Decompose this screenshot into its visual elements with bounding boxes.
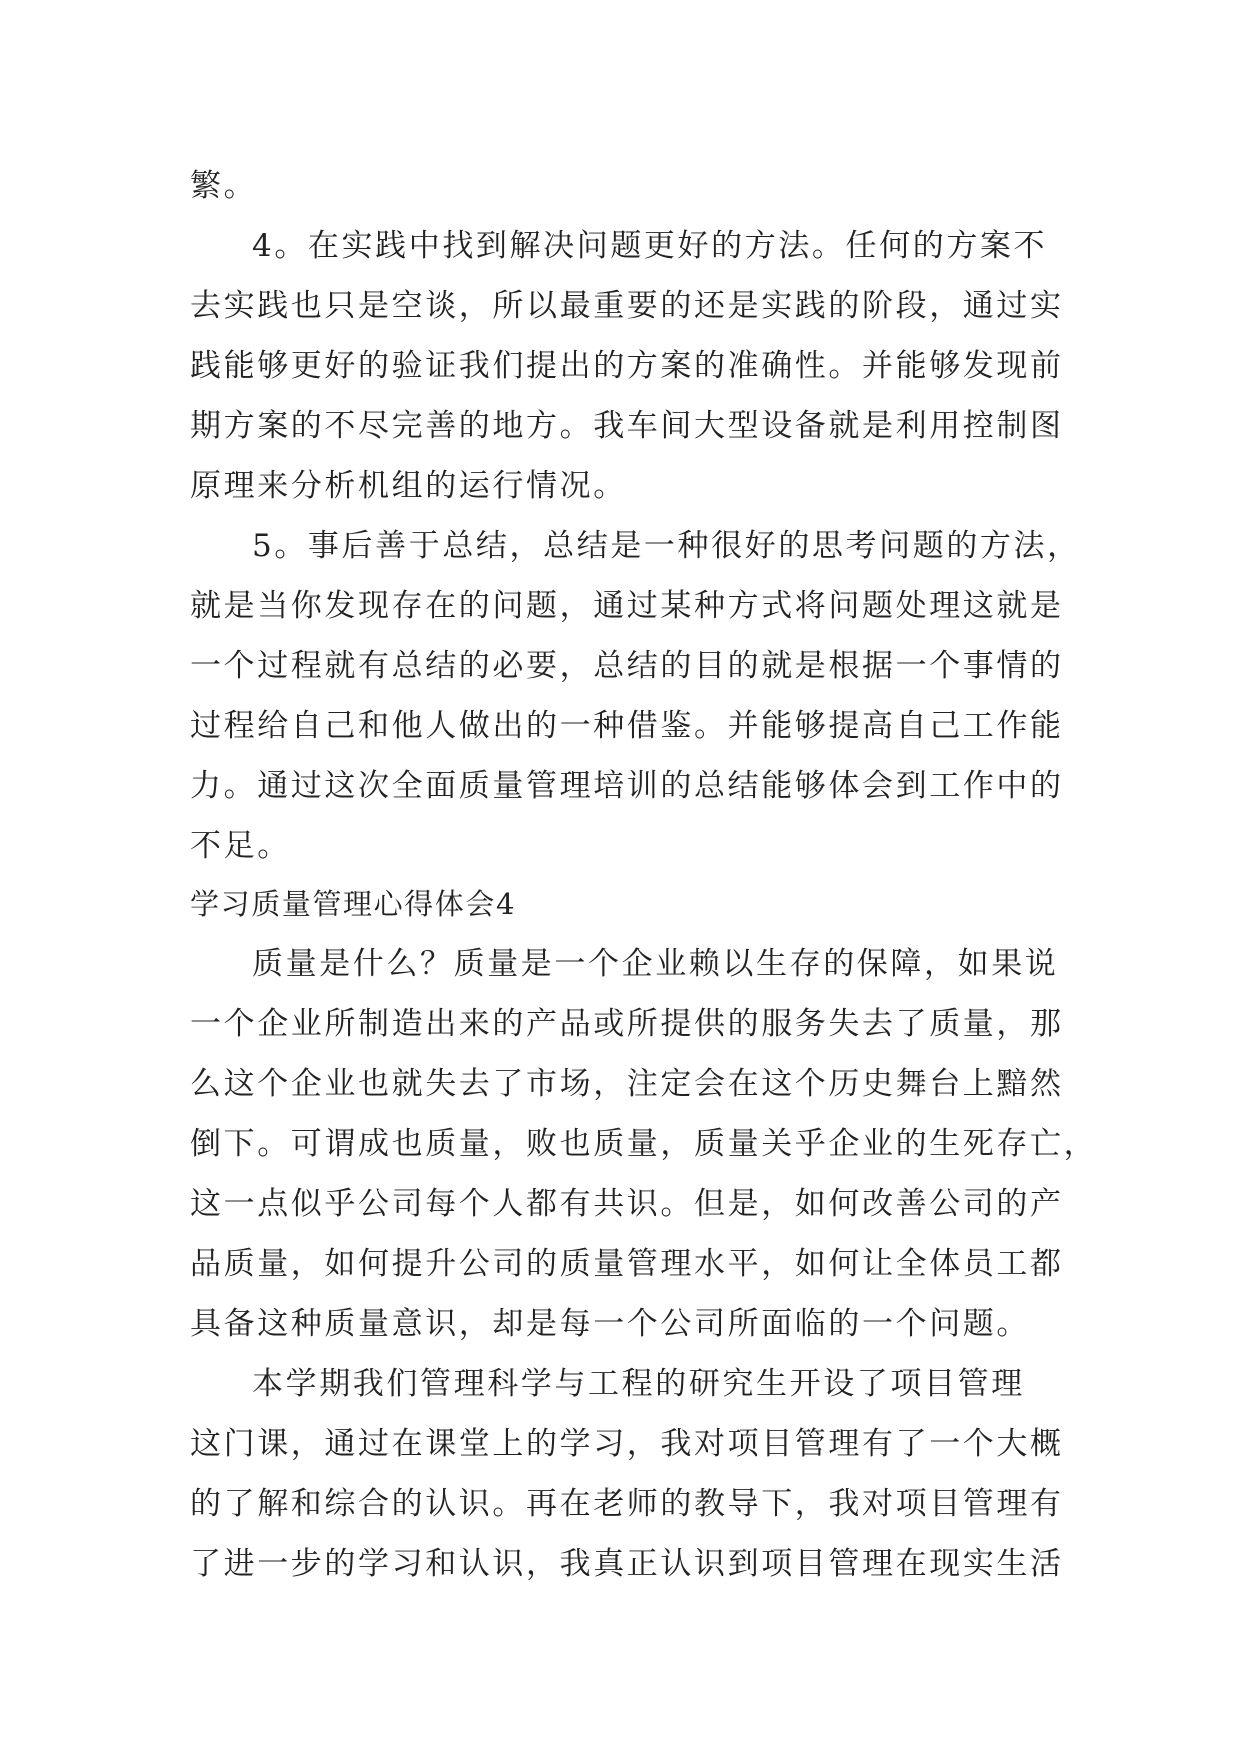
text-line: 期方案的不尽完善的地方。我车间大型设备就是利用控制图	[190, 408, 1064, 444]
text-line: 不足。	[190, 828, 291, 864]
text-line: 繁。	[190, 168, 258, 204]
text-line: 就是当你发现存在的问题，通过某种方式将问题处理这就是	[190, 588, 1064, 624]
text-line: 去实践也只是空谈，所以最重要的还是实践的阶段，通过实	[190, 288, 1064, 324]
text-line: 过程给自己和他人做出的一种借鉴。并能够提高自己工作能	[190, 708, 1064, 744]
text-line: 倒下。可谓成也质量，败也质量，质量关乎企业的生死存亡，	[190, 1126, 1098, 1162]
text-line: 原理来分析机组的运行情况。	[190, 468, 627, 504]
text-line: 品质量，如何提升公司的质量管理水平，如何让全体员工都	[190, 1246, 1064, 1282]
text-line: 具备这种质量意识，却是每一个公司所面临的一个问题。	[190, 1306, 1030, 1342]
text-line: 的了解和综合的认识。再在老师的教导下，我对项目管理有	[190, 1486, 1064, 1522]
text-line: 一个过程就有总结的必要，总结的目的就是根据一个事情的	[190, 648, 1064, 684]
paragraph-first-line: 5。事后善于总结，总结是一种很好的思考问题的方法，	[252, 528, 1081, 564]
paragraph-first-line: 质量是什么？质量是一个企业赖以生存的保障，如果说	[252, 946, 1059, 982]
text-line: 践能够更好的验证我们提出的方案的准确性。并能够发现前	[190, 348, 1064, 384]
text-line: 么这个企业也就失去了市场，注定会在这个历史舞台上黯然	[190, 1066, 1064, 1102]
text-line: 这门课，通过在课堂上的学习，我对项目管理有了一个大概	[190, 1426, 1064, 1462]
paragraph-first-line: 4。在实践中找到解决问题更好的方法。任何的方案不	[252, 228, 1048, 264]
paragraph-first-line: 本学期我们管理科学与工程的研究生开设了项目管理	[252, 1366, 1025, 1402]
text-line: 了进一步的学习和认识，我真正认识到项目管理在现实生活	[190, 1546, 1064, 1582]
text-line: 这一点似乎公司每个人都有共识。但是，如何改善公司的产	[190, 1186, 1064, 1222]
section-heading: 学习质量管理心得体会4	[190, 887, 517, 921]
text-line: 力。通过这次全面质量管理培训的总结能够体会到工作中的	[190, 768, 1064, 804]
text-line: 一个企业所制造出来的产品或所提供的服务失去了质量，那	[190, 1006, 1064, 1042]
